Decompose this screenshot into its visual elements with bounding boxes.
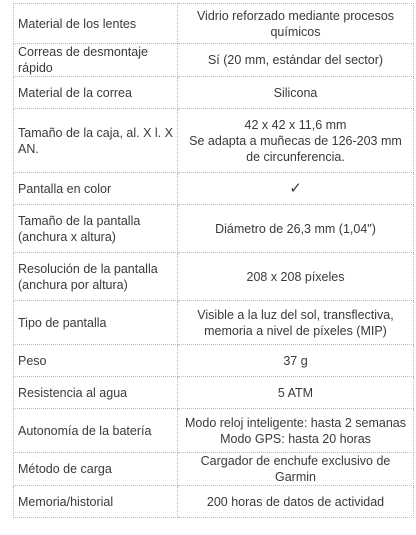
table-row [14, 77, 414, 109]
spec-label-case-size: Tamaño de la caja, al. X l. X AN. [14, 109, 178, 173]
table-row [14, 173, 414, 205]
case-dimensions: 42 x 42 x 11,6 mm [244, 117, 347, 132]
table-row [14, 44, 414, 77]
table-row [14, 409, 414, 453]
spec-label-quick-release-bands: Correas de desmontaje rápido [14, 44, 178, 77]
checkmark-icon: ✓ [178, 173, 414, 205]
table-row [14, 109, 414, 173]
table-row [14, 453, 414, 486]
spec-label-display-type: Tipo de pantalla [14, 301, 178, 345]
spec-value-display-size: Diámetro de 26,3 mm (1,04") [178, 205, 414, 253]
spec-label-band-material: Material de la correa [14, 77, 178, 109]
wrist-fit: Se adapta a muñecas de 126-203 mm de circunferencia. [189, 133, 402, 164]
spec-value-charging-method: Cargador de enchufe exclusivo de Garmin [178, 453, 414, 486]
spec-value-quick-release-bands: Sí (20 mm, estándar del sector) [178, 44, 414, 77]
spec-label-charging-method: Método de carga [14, 453, 178, 486]
spec-value-battery-life [178, 409, 414, 453]
spec-table [13, 3, 414, 518]
spec-value-water-rating: 5 ATM [178, 377, 414, 409]
spec-value-lens-material: Vidrio reforzado mediante procesos químicos [178, 4, 414, 44]
spec-label-battery-life: Autonomía de la batería [14, 409, 178, 453]
spec-value-band-material: Silicona [178, 77, 414, 109]
spec-label-water-rating: Resistencia al agua [14, 377, 178, 409]
spec-label-memory-history: Memoria/historial [14, 486, 178, 518]
spec-value-case-size [178, 109, 414, 173]
spec-label-lens-material: Material de los lentes [14, 4, 178, 44]
spec-value-display-type: Visible a la luz del sol, transflectiva, memoria a nivel de píxeles (MIP) [178, 301, 414, 345]
table-row [14, 377, 414, 409]
table-row [14, 4, 414, 44]
spec-value-display-resolution: 208 x 208 píxeles [178, 253, 414, 301]
spec-label-color-display: Pantalla en color [14, 173, 178, 205]
battery-smartwatch-mode: Modo reloj inteligente: hasta 2 semanas [185, 415, 406, 430]
table-row [14, 301, 414, 345]
spec-value-weight: 37 g [178, 345, 414, 377]
battery-gps-mode: Modo GPS: hasta 20 horas [220, 431, 371, 446]
spec-value-memory-history: 200 horas de datos de actividad [178, 486, 414, 518]
spec-label-display-resolution: Resolución de la pantalla (anchura por altura) [14, 253, 178, 301]
spec-label-display-size: Tamaño de la pantalla (anchura x altura) [14, 205, 178, 253]
spec-label-weight: Peso [14, 345, 178, 377]
table-row [14, 205, 414, 253]
table-row [14, 486, 414, 518]
table-row [14, 345, 414, 377]
table-row [14, 253, 414, 301]
